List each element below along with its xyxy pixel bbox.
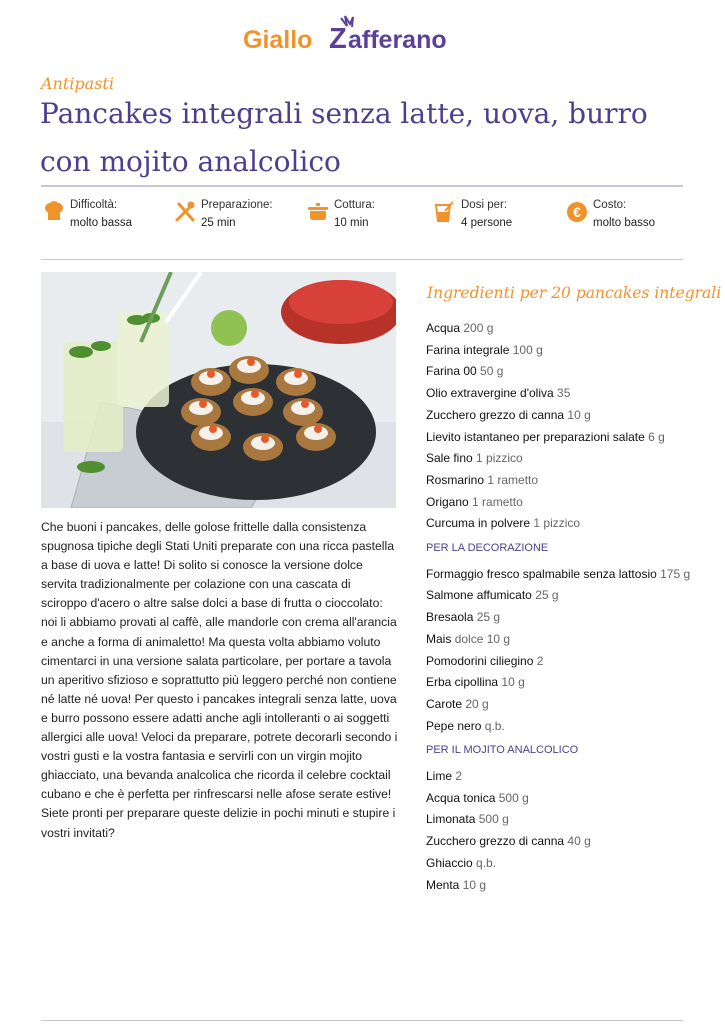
- svg-text:Z: Z: [329, 23, 347, 55]
- ingredient-quantity: 25 g: [476, 610, 501, 625]
- svg-text:afferano: afferano: [348, 26, 447, 54]
- recipe-category[interactable]: Antipasti: [41, 74, 114, 93]
- cooking-label: Cottura:: [334, 199, 375, 211]
- ingredient-quantity: 100 g: [512, 342, 543, 357]
- preparation-label: Preparazione:: [201, 199, 273, 211]
- glass-icon: [433, 200, 457, 224]
- ingredient-item: [426, 427, 691, 449]
- ingredients-title: Ingredienti per 20 pancakes integrali: [427, 284, 722, 302]
- ingredient-item: [426, 470, 691, 492]
- ingredient-item: [426, 716, 691, 738]
- ingredient-item: [426, 629, 691, 651]
- ingredient-item: [426, 405, 691, 427]
- svg-text:€: €: [573, 204, 581, 220]
- ingredient-quantity: 500 g: [478, 812, 509, 827]
- cost-value: molto basso: [593, 217, 656, 229]
- ingredient-item: [426, 340, 691, 362]
- ingredient-item: [426, 513, 691, 535]
- ingredient-name[interactable]: Pomodorini ciliegino: [426, 653, 534, 668]
- ingredient-name[interactable]: Limonata: [426, 812, 476, 827]
- ingredient-quantity: 1 rametto: [472, 494, 523, 509]
- ingredient-quantity: q.b.: [484, 718, 505, 733]
- ingredient-item: [426, 766, 691, 788]
- recipe-title: Pancakes integrali senza latte, uova, burro con mojito analcolico: [40, 97, 648, 178]
- ingredient-name[interactable]: Lime: [426, 769, 453, 784]
- ingredient-name[interactable]: Acqua: [426, 321, 461, 335]
- ingredient-item: [426, 875, 691, 897]
- chef-hat-icon: [42, 200, 66, 224]
- preparation-value: 25 min: [201, 217, 236, 229]
- ingredient-item: [426, 564, 691, 586]
- ingredient-quantity: 1 pizzico: [533, 516, 581, 531]
- ingredient-quantity: 1 pizzico: [476, 451, 523, 466]
- ingredient-name[interactable]: Carote: [426, 696, 463, 711]
- ingredient-name[interactable]: Zucchero grezzo di canna: [426, 834, 565, 849]
- ingredient-item: [426, 788, 691, 810]
- ingredient-item: [426, 809, 691, 831]
- ingredient-quantity: 50 g: [480, 364, 504, 379]
- decoration-section-title: PER LA DECORAZIONE: [426, 542, 549, 555]
- ingredient-item: [426, 585, 691, 607]
- ingredient-quantity: 10 g: [501, 675, 525, 690]
- ingredients-list: [426, 318, 691, 896]
- ingredient-item: [426, 651, 691, 673]
- ingredient-name[interactable]: Ghiaccio: [426, 855, 473, 870]
- ingredient-name[interactable]: Formaggio fresco spalmabile senza lattosio: [426, 566, 657, 581]
- info-divider: [41, 259, 683, 260]
- utensils-icon: [173, 200, 197, 224]
- giallozafferano-logo[interactable]: [243, 10, 483, 60]
- ingredient-item: [426, 492, 691, 514]
- mojito-section-title: PER IL MOJITO ANALCOLICO: [426, 744, 579, 757]
- difficulty-label: Difficoltà:: [70, 199, 118, 211]
- cost-label: Costo:: [593, 199, 627, 211]
- recipe-description: Che buoni i pancakes, delle golose frittelle dalla consistenza spugnosa tipiche degli Stati Uniti preparate con una ricca pastella a base di uova e latte! Di solito si conosce la versione dolce servita tradizionalmente per colazione con una cascata di sciroppo d'acero o altre salse dolci a base di frutta o cioccolato: noi li abbiamo provati al caffè, alle mandorle con crema all'arancia e anche a forma di animaletto! Ma questa volta abbiamo voluto cimentarci in una versione salata particolare, per portare a tavola un aperitivo sfizioso e soprattutto più leggero perché non contiene né latte né uova! Per questo i pancakes integrali senza latte, uova e burro possono essere adatti anche agli intolleranti o ai soggetti allergici alle uova! Veloci da preparare, potrete decorarli secondo i vostri gusti e la vostra fantasia e servirli con un virgin mojito ghiacciato, una bevanda analcolica che ricorda il celebre cocktail cubano e che è perfetta per rinfrescarsi nelle afose serate estive! Siete pronti per preparare queste delizie in pochi minuti e stupire i vostri invitati?: [41, 520, 398, 840]
- ingredient-item: [426, 694, 691, 716]
- ingredient-name[interactable]: Curcuma in polvere: [426, 516, 531, 531]
- ingredient-name[interactable]: Salmone affumicato: [426, 588, 532, 603]
- ingredient-name[interactable]: Lievito istantaneo per preparazioni salate: [426, 429, 645, 444]
- ingredient-item: [426, 383, 691, 405]
- ingredient-quantity: 200 g: [463, 321, 494, 335]
- cooking-value: 10 min: [334, 217, 369, 229]
- ingredient-item: [426, 672, 691, 694]
- ingredient-name[interactable]: Erba cipollina: [426, 675, 499, 690]
- ingredient-name[interactable]: Origano: [426, 494, 469, 509]
- ingredient-name[interactable]: Menta: [426, 877, 460, 892]
- servings-value: 4 persone: [461, 217, 513, 229]
- ingredient-quantity: 35: [557, 386, 571, 401]
- ingredient-quantity: 40 g: [567, 834, 591, 849]
- ingredient-item: [426, 448, 691, 470]
- ingredient-name[interactable]: Mais: [426, 631, 452, 646]
- ingredient-name[interactable]: Olio extravergine d'oliva: [426, 386, 554, 401]
- servings-label: Dosi per:: [461, 199, 508, 211]
- pot-icon: [306, 200, 330, 224]
- ingredient-name[interactable]: Pepe nero: [426, 718, 482, 733]
- ingredient-name[interactable]: Sale fino: [426, 451, 473, 466]
- ingredient-item: [426, 853, 691, 875]
- difficulty-value: molto bassa: [70, 217, 133, 229]
- ingredient-quantity: 2: [536, 653, 544, 668]
- ingredient-item: [426, 361, 691, 383]
- title-divider: [41, 185, 683, 187]
- ingredient-quantity: 25 g: [535, 588, 559, 603]
- euro-coin-icon: [565, 200, 589, 224]
- ingredient-quantity: 2: [455, 769, 463, 784]
- ingredient-item: [426, 318, 691, 340]
- ingredient-name[interactable]: Farina 00: [426, 364, 477, 379]
- recipe-photo: [41, 272, 396, 508]
- ingredient-item: [426, 607, 691, 629]
- ingredient-quantity: q.b.: [476, 855, 497, 870]
- ingredient-name[interactable]: Rosmarino: [426, 472, 485, 487]
- ingredient-quantity: dolce 10 g: [454, 631, 511, 646]
- ingredient-quantity: 10 g: [567, 407, 591, 422]
- ingredient-item: [426, 831, 691, 853]
- ingredient-quantity: 1 rametto: [487, 472, 539, 487]
- svg-text:Giallo: Giallo: [243, 26, 313, 54]
- ingredient-quantity: 6 g: [648, 429, 665, 444]
- ingredient-name[interactable]: Zucchero grezzo di canna: [426, 407, 565, 422]
- ingredient-name[interactable]: Bresaola: [426, 610, 474, 625]
- ingredient-quantity: 500 g: [498, 790, 529, 805]
- ingredient-name[interactable]: Farina integrale: [426, 342, 510, 357]
- ingredient-quantity: 20 g: [465, 696, 489, 711]
- ingredient-quantity: 175 g: [660, 566, 691, 581]
- footer-divider: [41, 1020, 683, 1021]
- ingredient-name[interactable]: Acqua tonica: [426, 790, 496, 805]
- ingredient-quantity: 10 g: [462, 877, 487, 892]
